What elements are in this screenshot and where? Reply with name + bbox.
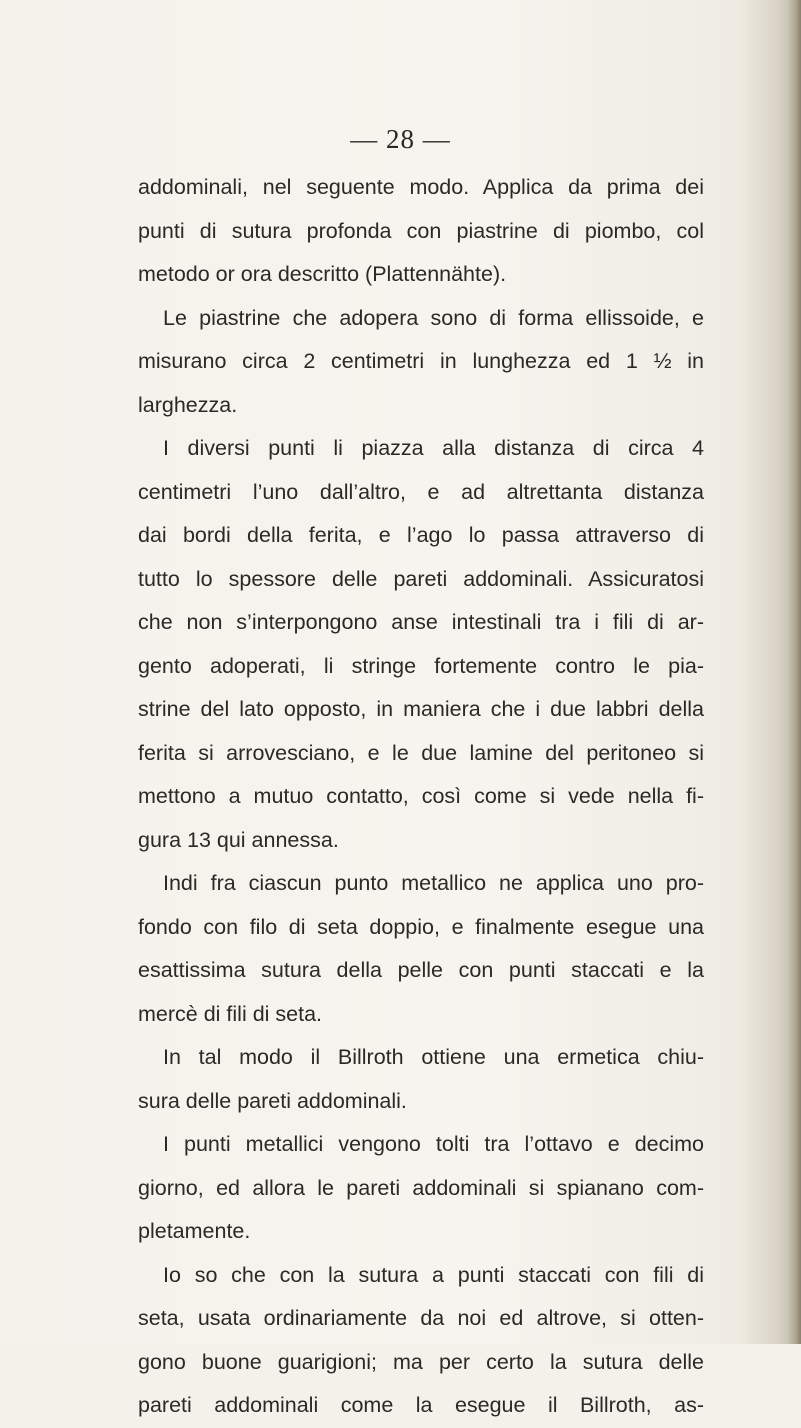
text-line: Le piastrine che adopera sono di forma ellissoide, e (163, 305, 704, 330)
page-number: — 28 — (350, 124, 451, 154)
text-line: tutto lo spessore delle pareti addominali. Assicuratosi (138, 566, 704, 591)
text-line: Io so che con la sutura a punti staccati con fili di (163, 1262, 704, 1287)
text-line: esattissima sutura della pelle con punti staccati e la (138, 958, 704, 982)
text-line: larghezza. (138, 392, 238, 417)
text-line: metodo or ora descritto (Plattennähte). (138, 262, 507, 286)
text-line: centimetri l’uno dall’altro, e ad altrettanta distanza (138, 479, 704, 504)
text-line: punti di sutura profonda con piastrine di piombo, col (138, 218, 704, 243)
text-line: gento adoperati, li stringe fortemente contro le pia- (138, 653, 704, 678)
text-line: addominali, nel seguente modo. Applica da prima dei (138, 175, 704, 199)
text-line: Indi fra ciascun punto metallico ne applica uno pro- (163, 871, 704, 895)
text-line: seta, usata ordinariamente da noi ed altrove, si otten- (138, 1306, 704, 1330)
text-line: ferita si arrovesciano, e le due lamine del peritoneo si (138, 740, 704, 765)
text-line: mercè di fili di seta. (138, 1001, 323, 1026)
text-line: gura 13 qui annessa. (138, 827, 339, 852)
text-line: sura delle pareti addominali. (138, 1088, 407, 1113)
text-line: I diversi punti li piazza alla distanza di circa 4 (163, 436, 704, 460)
text-line: che non s’interpongono anse intestinali tra i fili di ar- (138, 610, 704, 634)
text-line: mettono a mutuo contatto, così come si vede nella fi- (138, 784, 704, 808)
text-line: dai bordi della ferita, e l’ago lo passa attraverso di (138, 523, 704, 547)
text-line: strine del lato opposto, in maniera che i due labbri della (138, 697, 704, 721)
page-edge-shadow (787, 0, 801, 1344)
text-line: misurano circa 2 centimetri in lunghezza ed 1 ½ in (138, 349, 704, 373)
text-line: pareti addominali come la esegue il Billroth, as- (138, 1393, 704, 1417)
text-line: gono buone guarigioni; ma per certo la sutura delle (138, 1349, 704, 1374)
text-line: pletamente. (138, 1219, 251, 1243)
text-line: I punti metallici vengono tolti tra l’ottavo e decimo (163, 1132, 704, 1156)
text-line: In tal modo il Billroth ottiene una ermetica chiu- (163, 1045, 704, 1069)
body-text (138, 166, 704, 1428)
text-line: fondo con filo di seta doppio, e finalmente esegue una (138, 914, 704, 939)
text-line: giorno, ed allora le pareti addominali si spianano com- (138, 1175, 704, 1200)
